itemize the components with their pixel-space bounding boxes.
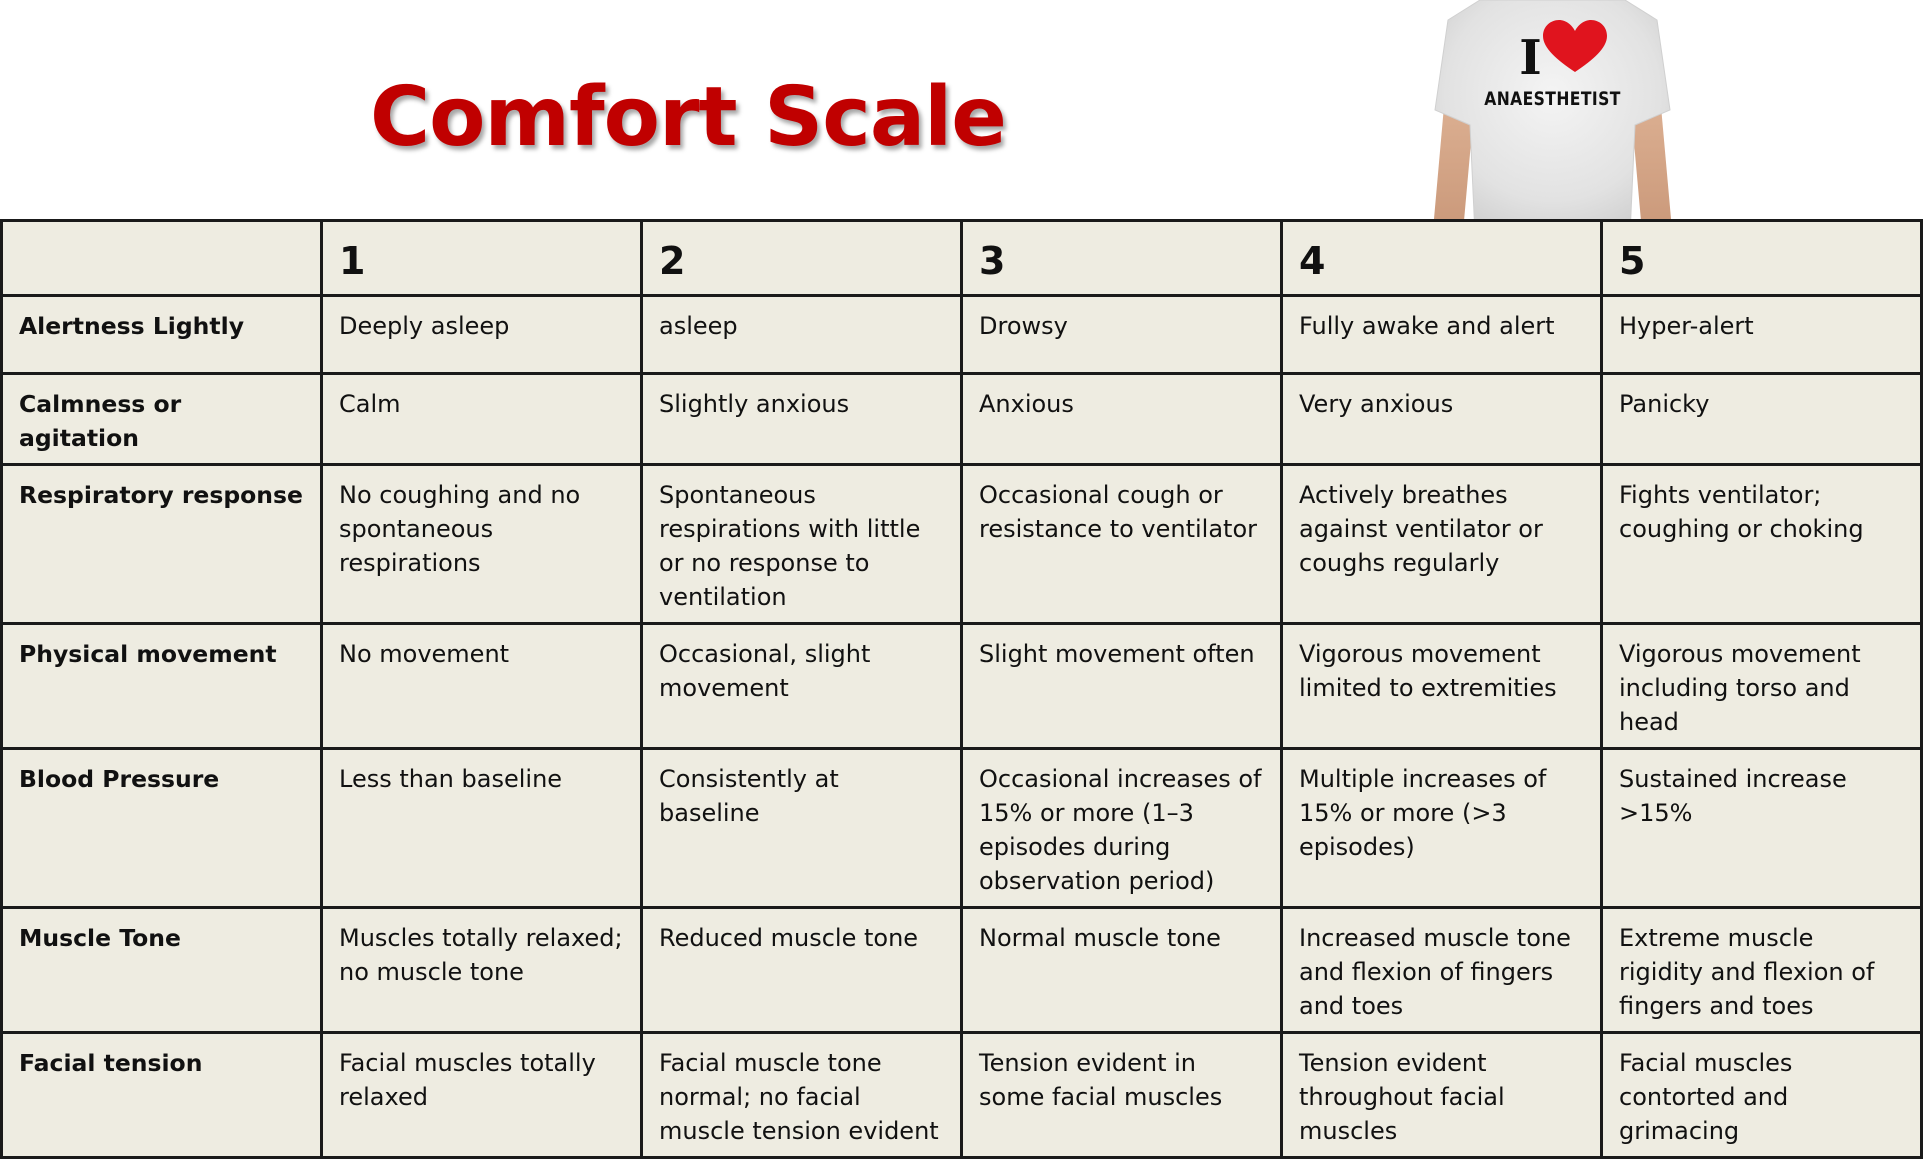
table-row <box>2 296 1922 374</box>
table-cell: Increased muscle tone and flexion of fingers and toes <box>1282 908 1602 1033</box>
row-label: Respiratory response <box>2 465 322 624</box>
header-cell-4: 4 <box>1282 221 1602 296</box>
table-cell: Fights ventilator; coughing or choking <box>1602 465 1922 624</box>
table-cell: Occasional increases of 15% or more (1–3 episodes during observation period) <box>962 749 1282 908</box>
table-row <box>2 465 1922 624</box>
table-cell: Slight movement often <box>962 624 1282 749</box>
table-cell: Consistently at baseline <box>642 749 962 908</box>
table-cell: Deeply asleep <box>322 296 642 374</box>
table-row <box>2 1033 1922 1158</box>
table-row <box>2 374 1922 465</box>
table-cell: Less than baseline <box>322 749 642 908</box>
table-cell: Tension evident throughout facial muscles <box>1282 1033 1602 1158</box>
table-cell: No movement <box>322 624 642 749</box>
table-cell: Occasional, slight movement <box>642 624 962 749</box>
table-row <box>2 908 1922 1033</box>
table-cell: asleep <box>642 296 962 374</box>
tshirt-word: ANAESTHETIST <box>1484 88 1621 110</box>
table-cell: No coughing and no spontaneous respirations <box>322 465 642 624</box>
row-label: Facial tension <box>2 1033 322 1158</box>
table-cell: Spontaneous respirations with little or no response to ventilation <box>642 465 962 624</box>
table-cell: Reduced muscle tone <box>642 908 962 1033</box>
table-cell: Facial muscles contorted and grimacing <box>1602 1033 1922 1158</box>
row-label: Blood Pressure <box>2 749 322 908</box>
table-cell: Drowsy <box>962 296 1282 374</box>
table-row <box>2 624 1922 749</box>
tshirt-image <box>1425 0 1680 240</box>
table-cell: Calm <box>322 374 642 465</box>
row-label: Muscle Tone <box>2 908 322 1033</box>
table-cell: Slightly anxious <box>642 374 962 465</box>
table-cell: Vigorous movement including torso and head <box>1602 624 1922 749</box>
table-cell: Sustained increase >15% <box>1602 749 1922 908</box>
table-cell: Hyper-alert <box>1602 296 1922 374</box>
table-cell: Anxious <box>962 374 1282 465</box>
row-label: Calmness or agitation <box>2 374 322 465</box>
table-cell: Vigorous movement limited to extremities <box>1282 624 1602 749</box>
row-label: Physical movement <box>2 624 322 749</box>
table-cell: Muscles totally relaxed; no muscle tone <box>322 908 642 1033</box>
tshirt-letter-i: I <box>1519 30 1542 86</box>
table-cell: Actively breathes against ventilator or coughs regularly <box>1282 465 1602 624</box>
table-cell: Extreme muscle rigidity and flexion of fingers and toes <box>1602 908 1922 1033</box>
comfort-scale-table <box>0 219 1923 1159</box>
header-cell-3: 3 <box>962 221 1282 296</box>
header-cell-empty <box>2 221 322 296</box>
header-cell-2: 2 <box>642 221 962 296</box>
table-cell: Facial muscles totally relaxed <box>322 1033 642 1158</box>
row-label: Alertness Lightly <box>2 296 322 374</box>
table-cell: Fully awake and alert <box>1282 296 1602 374</box>
table-cell: Normal muscle tone <box>962 908 1282 1033</box>
table-cell: Very anxious <box>1282 374 1602 465</box>
table-row <box>2 749 1922 908</box>
table-cell: Tension evident in some facial muscles <box>962 1033 1282 1158</box>
header-cell-5: 5 <box>1602 221 1922 296</box>
table-cell: Occasional cough or resistance to ventilator <box>962 465 1282 624</box>
table-cell: Facial muscle tone normal; no facial muscle tension evident <box>642 1033 962 1158</box>
page-title: Comfort Scale <box>370 70 1006 165</box>
table-cell: Multiple increases of 15% or more (>3 episodes) <box>1282 749 1602 908</box>
table-header-row <box>2 221 1922 296</box>
table-cell: Panicky <box>1602 374 1922 465</box>
header-cell-1: 1 <box>322 221 642 296</box>
